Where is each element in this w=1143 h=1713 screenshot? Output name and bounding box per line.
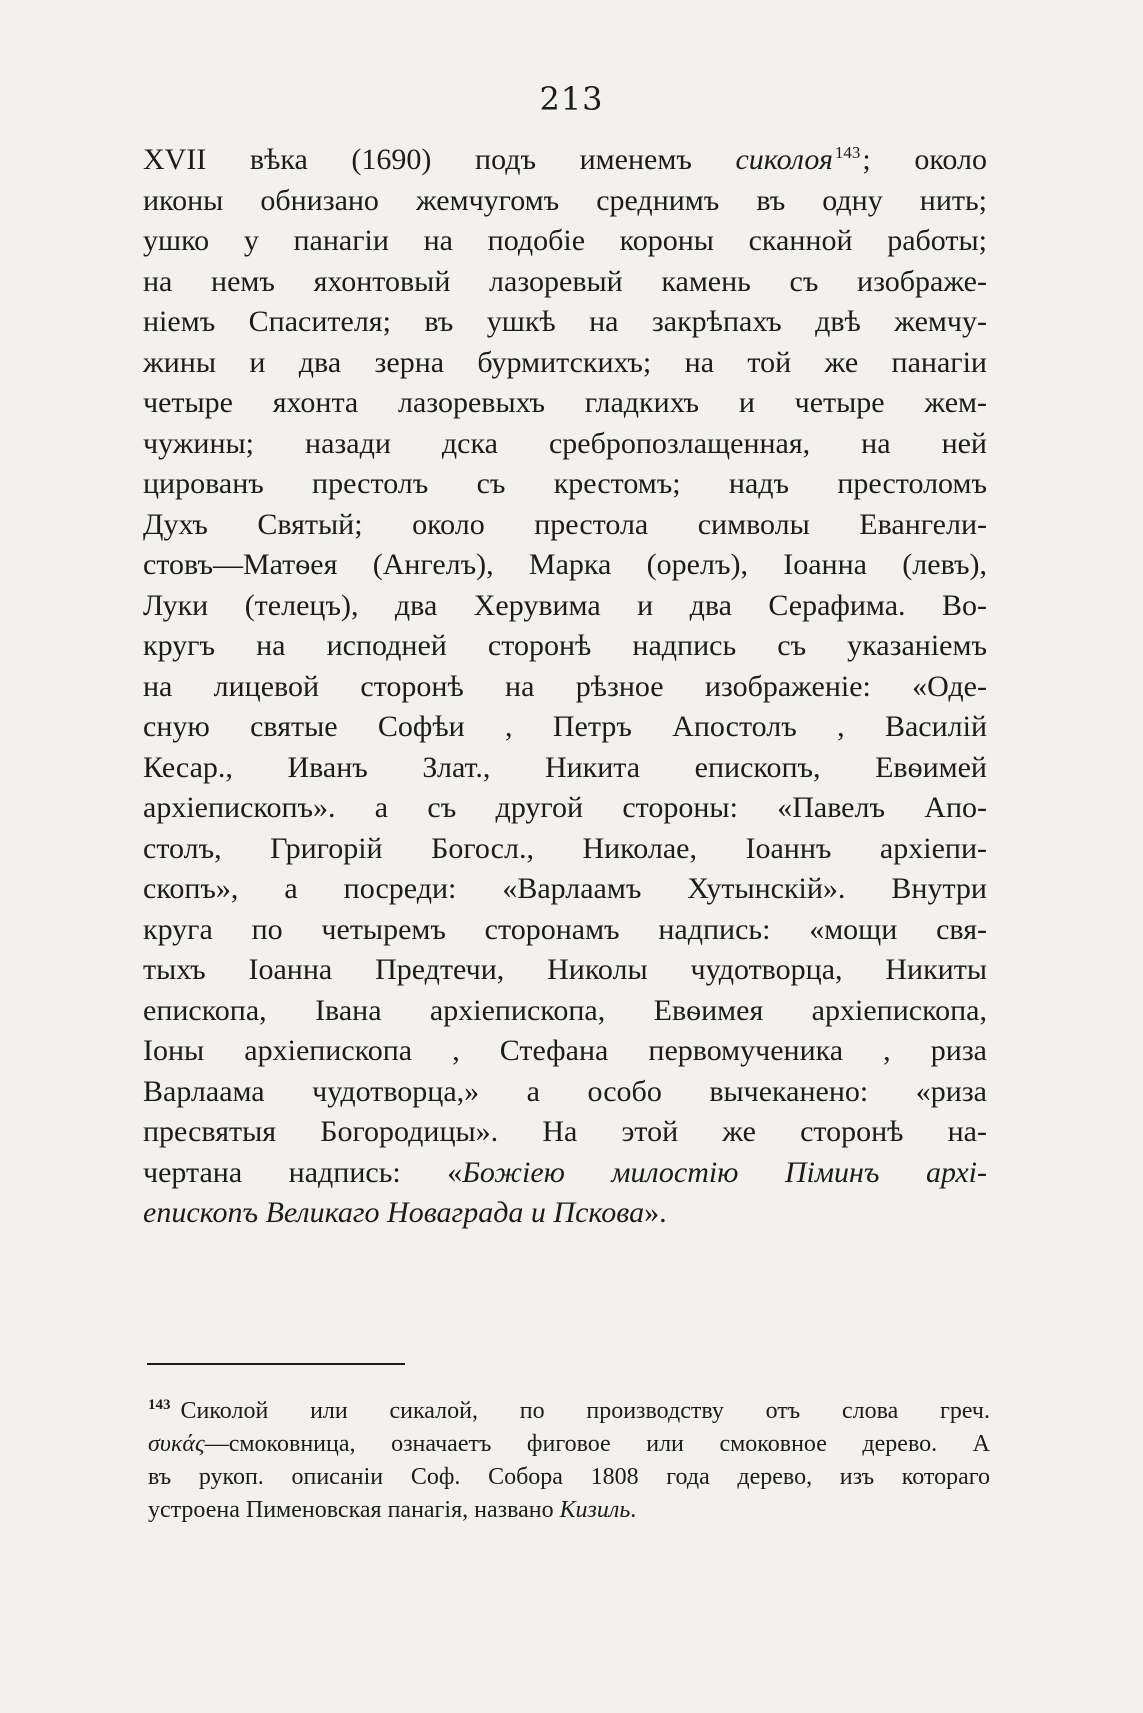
- footnote-marker: 143: [148, 1397, 171, 1413]
- text-line-27: [143, 1193, 987, 1234]
- text-line-9: цированъ престолъ съ крестомъ; надъ престоломъ: [143, 467, 987, 500]
- text-line-5: ніемъ Спасителя; въ ушкѣ на закрѣпахъ двѣ жемчу-: [143, 305, 987, 338]
- text-run: ; около: [862, 143, 987, 176]
- text-line-14: на лицевой сторонѣ на рѣзное изображеніе: «Оде-: [143, 669, 987, 703]
- text-line-13: кругъ на исподней сторонѣ надпись съ указаніемъ: [143, 629, 987, 662]
- text-run: Сиколой или сикалой, по производству отъ слова греч.: [180, 1398, 990, 1424]
- text-line-3: ушко у панагіи на подобіе короны сканной работы;: [143, 224, 987, 257]
- text-line-2: иконы обнизано жемчугомъ среднимъ въ одну нить;: [143, 183, 987, 217]
- text-line-17: архіепископъ». а съ другой стороны: «Павелъ Апо-: [143, 791, 987, 824]
- text-run: .: [630, 1497, 637, 1523]
- text-run: ».: [644, 1196, 667, 1229]
- footnote-line-4: [148, 1494, 990, 1527]
- text-line-26: [143, 1153, 987, 1194]
- main-text: [143, 140, 987, 1234]
- footnote-reference: 143: [834, 143, 861, 162]
- text-run: —смоковница, означаетъ фиговое или смоковное дерево. А: [204, 1431, 990, 1457]
- text-line-12: Луки (телецъ), два Херувима и два Серафима. Во-: [143, 588, 987, 622]
- text-line-20: круга по четыремъ сторонамъ надпись: «мощи свя-: [143, 912, 987, 946]
- text-line-23: Іоны архіепископа , Стефана первомученика , риза: [143, 1034, 987, 1067]
- text-line-18: столъ, Григорій Богосл., Николае, Іоаннъ архіепи-: [143, 831, 987, 865]
- text-run: устроена Пименовская панагія, названо: [148, 1497, 560, 1523]
- text-run: XVII вѣка (1690) подъ именемъ: [143, 143, 736, 176]
- text-line-21: тыхъ Іоанна Предтечи, Николы чудотворца, Никиты: [143, 953, 987, 986]
- text-line-25: пресвятыя Богородицы». На этой же сторонѣ на-: [143, 1115, 987, 1148]
- page-number: 213: [539, 80, 604, 118]
- text-line-4: на немъ яхонтовый лазоревый камень съ изображе-: [143, 264, 987, 298]
- footnote-divider: [147, 1363, 405, 1365]
- text-line-15: сную святые Софѣи , Петръ Апостолъ , Василій: [143, 710, 987, 743]
- text-line-8: чужины; назади дска сребропозлащенная, на ней: [143, 426, 987, 460]
- italic-inscription: епископъ Великаго Новаграда и Пскова: [143, 1196, 645, 1229]
- greek-word: συκάς: [148, 1431, 205, 1457]
- footnote-line-1: [148, 1395, 990, 1428]
- text-line-1: [143, 140, 987, 181]
- italic-term: Кизиль: [559, 1497, 631, 1523]
- footnote-line-2: [148, 1428, 990, 1461]
- text-line-10: Духъ Святый; около престола символы Евангели-: [143, 507, 987, 541]
- text-run: чертана надпись: «: [143, 1155, 463, 1189]
- text-line-7: четыре яхонта лазоревыхъ гладкихъ и четыре жем-: [143, 386, 987, 419]
- text-line-6: жины и два зерна бурмитскихъ; на той же панагіи: [143, 345, 987, 379]
- text-line-24: Варлаама чудотворца,» а особо вычеканено: «риза: [143, 1074, 987, 1108]
- text-line-16: Кесар., Иванъ Злат., Никита епископъ, Евѳимей: [143, 750, 987, 784]
- text-line-22: епископа, Івана архіепископа, Евѳимея архіепископа,: [143, 993, 987, 1027]
- text-line-11: стовъ—Матѳея (Ангелъ), Марка (орелъ), Іоанна (левъ),: [143, 548, 987, 581]
- footnote: [148, 1395, 990, 1527]
- italic-inscription: Божіею милостію Піминъ архі-: [462, 1155, 987, 1189]
- footnote-line-3: въ рукоп. описаніи Соф. Собора 1808 года дерево, изъ котораго: [148, 1464, 990, 1490]
- italic-term: сиколоя: [735, 143, 833, 176]
- text-line-19: скопъ», а посреди: «Варлаамъ Хутынскій». Внутри: [143, 872, 987, 905]
